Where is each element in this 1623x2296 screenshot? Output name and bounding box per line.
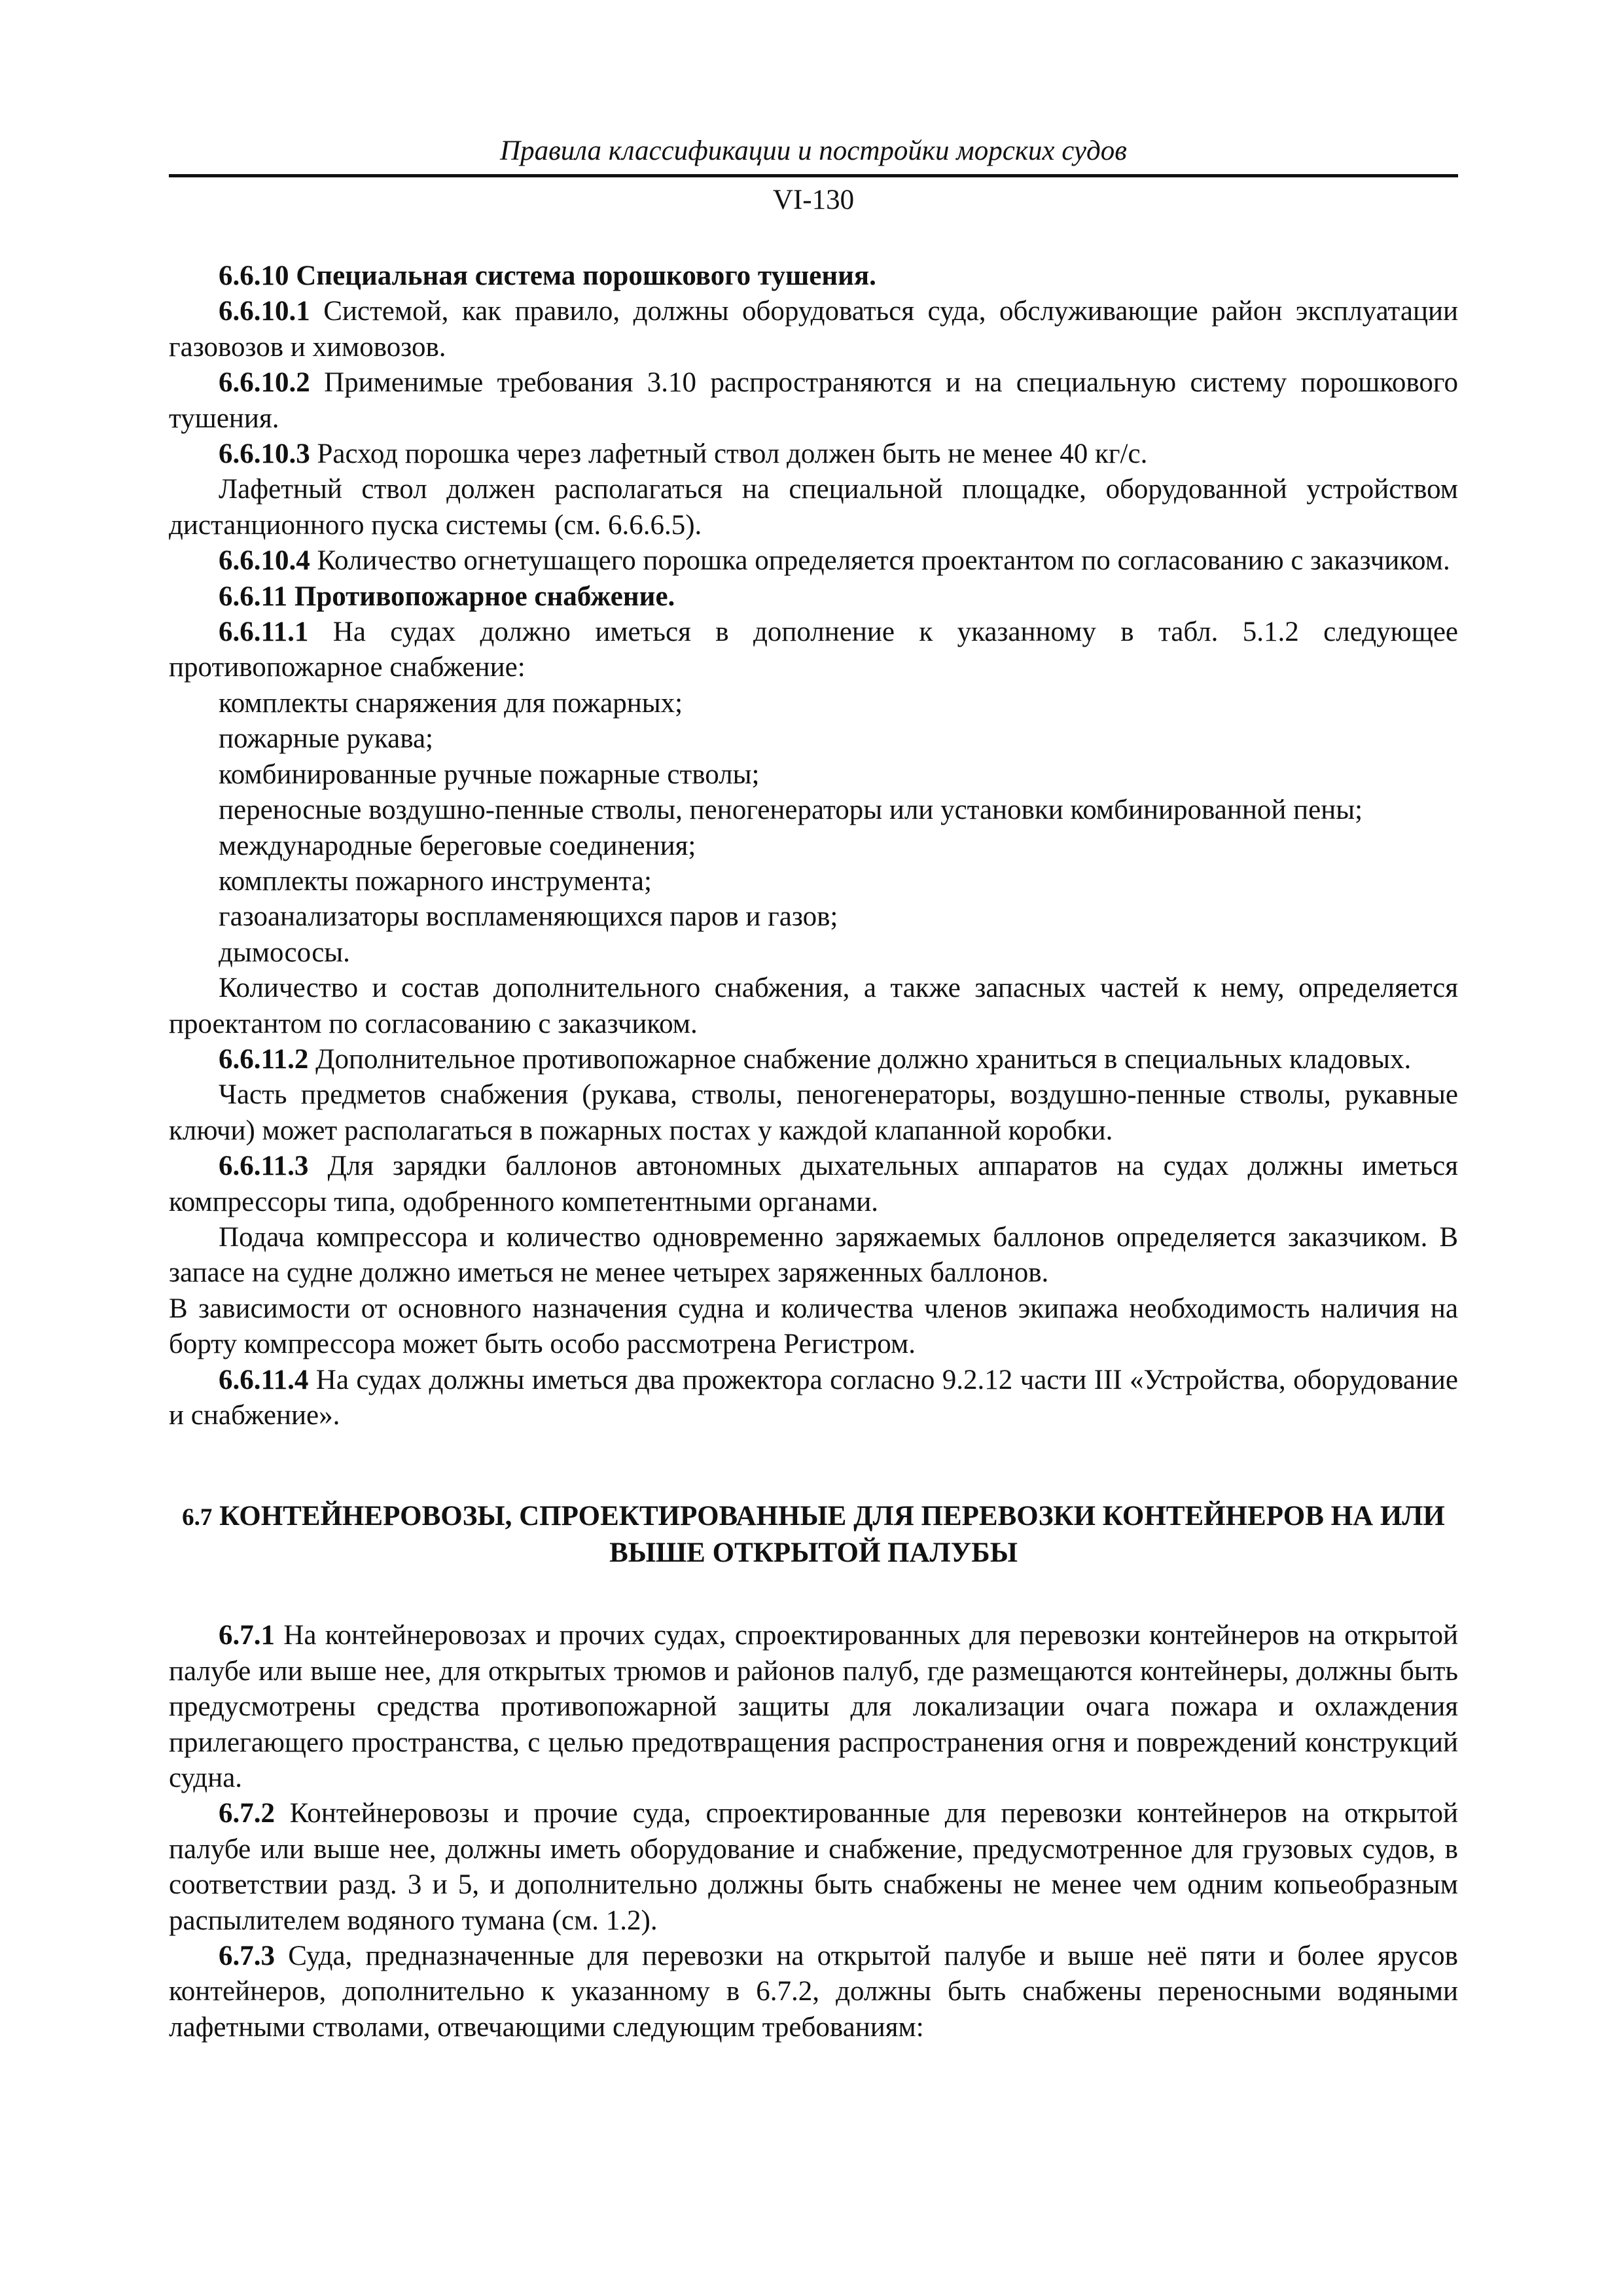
page-number: VI-130 [772, 185, 855, 215]
clause-text: Расход порошка через лафетный ствол должен быть не менее 40 кг/с. [310, 439, 1148, 470]
list-item: комплекты снаряжения для пожарных; [219, 687, 683, 719]
paragraph-6-7-2 [169, 1796, 1458, 1939]
clause-text: Суда, предназначенные для перевозки на открытой палубе и выше неё пяти и более ярусов контейнеров, дополнительно к указанному в 6.7.2, должны быть снабжены переносными водяными лафетными стволами, отвечающими следующим требованиям: [169, 1941, 1458, 2043]
paragraph-6-6-11-2 [169, 1042, 1458, 1077]
paragraph-6-6-10-3-cont: Лафетный ствол должен располагаться на специальной площадке, оборудованной устройством дистанционного пуска системы (см. 6.6.6.5). [169, 474, 1458, 541]
clause-number: 6.6.10.2 [219, 367, 310, 399]
paragraph-6-6-11-3-cont2: В зависимости от основного назначения судна и количества членов экипажа необходимость наличия на борту компрессора может быть особо рассмотрена Регистром. [169, 1293, 1458, 1360]
document-body [169, 259, 1458, 2045]
clause-number: 6.6.11.1 [219, 617, 309, 648]
paragraph-6-7-1 [169, 1618, 1458, 1796]
paragraph-6-6-11-3 [169, 1149, 1458, 1220]
clause-number: 6.7.1 [219, 1620, 275, 1651]
list-item: комбинированные ручные пожарные стволы; [219, 759, 760, 790]
heading-6-6-10: 6.6.10 Специальная система порошкового тушения. [219, 260, 876, 291]
list-item: комплекты пожарного инструмента; [219, 865, 652, 897]
clause-number: 6.7.2 [219, 1798, 275, 1829]
clause-number: 6.7.3 [219, 1941, 275, 1972]
paragraph-6-6-11-2-cont: Часть предметов снабжения (рукава, стволы, пеногенераторы, воздушно-пенные стволы, рукавные ключи) может располагаться в пожарных постах у каждой клапанной коробки. [169, 1079, 1458, 1146]
clause-text: Для зарядки баллонов автономных дыхательных аппаратов на судах должны иметься компрессоры типа, одобренного компетентными органами. [169, 1151, 1458, 1217]
paragraph-6-6-10-4 [169, 543, 1458, 579]
clause-number: 6.6.10.4 [219, 545, 310, 577]
section-number: 6.7 [182, 1504, 213, 1532]
clause-text: Дополнительное противопожарное снабжение должно храниться в специальных кладовых. [308, 1043, 1412, 1075]
section-title: КОНТЕЙНЕРОВОЗЫ, СПРОЕКТИРОВАННЫЕ ДЛЯ ПЕРЕВОЗКИ КОНТЕЙНЕРОВ НА ИЛИ ВЫШЕ ОТКРЫТОЙ ПАЛУБЫ [212, 1501, 1445, 1569]
heading-6-6-11: 6.6.11 Противопожарное снабжение. [219, 581, 675, 612]
clause-text: Контейнеровозы и прочие суда, спроектированные для перевозки контейнеров на открытой палубе или выше нее, должны иметь оборудование и снабжение, предусмотренное для грузовых судов, в соответствии разд. 3 и 5, и дополнительно должны быть снабжены не менее чем одним копьеобразным распылителем водяного тумана (см. 1.2). [169, 1798, 1458, 1936]
paragraph-6-6-11-1-cont: Количество и состав дополнительного снабжения, а также запасных частей к нему, определяется проектантом по согласованию с заказчиком. [169, 973, 1458, 1039]
clause-number: 6.6.10.1 [219, 296, 310, 327]
clause-text: Применимые требования 3.10 распространяются и на специальную систему порошкового тушения. [169, 367, 1458, 434]
list-item: газоанализаторы воспламеняющихся паров и газов; [219, 901, 838, 933]
clause-number: 6.6.10.3 [219, 439, 310, 470]
clause-text: На судах должно иметься в дополнение к указанному в табл. 5.1.2 следующее противопожарное снабжение: [169, 617, 1458, 683]
list-item: переносные воздушно-пенные стволы, пеногенераторы или установки комбинированной пены; [219, 795, 1363, 826]
paragraph-6-7-3 [169, 1939, 1458, 2045]
paragraph-6-6-11-4 [169, 1363, 1458, 1434]
paragraph-6-6-10-3 [169, 437, 1458, 472]
running-title: Правила классификации и постройки морских судов [500, 135, 1127, 166]
clause-number: 6.6.11.3 [219, 1151, 309, 1182]
paragraph-6-6-11-3-cont: Подача компрессора и количество одновременно заряжаемых баллонов определяется заказчиком. В запасе на судне должно иметься не менее четырех заряженных баллонов. [169, 1221, 1458, 1289]
list-item: пожарные рукава; [219, 723, 434, 755]
header-rule [169, 174, 1458, 177]
clause-text: Количество огнетушащего порошка определяется проектантом по согласованию с заказчиком. [310, 545, 1450, 577]
list-item: дымососы. [219, 937, 350, 968]
clause-text: На контейнеровозах и прочих судах, спроектированных для перевозки контейнеров на открытой палубе или выше нее, для открытых трюмов и районов палуб, где размещаются контейнеры, должны быть предусмотрены средства противопожарной защиты для локализации очага пожара и охлаждения прилегающего пространства, с целью предотвращения распространения огня и повреждений конструкций судна. [169, 1620, 1458, 1794]
clause-text: Системой, как правило, должны оборудоваться суда, обслуживающие район эксплуатации газовозов и химовозов. [169, 296, 1458, 363]
section-heading-6-7 [169, 1499, 1458, 1571]
list-item: международные береговые соединения; [219, 830, 696, 861]
clause-number: 6.6.11.2 [219, 1043, 309, 1075]
clause-number: 6.6.11.4 [219, 1364, 309, 1395]
clause-text: На судах должны иметься два прожектора согласно 9.2.12 части III «Устройства, оборудование и снабжение». [169, 1364, 1458, 1431]
paragraph-6-6-11-1 [169, 615, 1458, 686]
paragraph-6-6-10-2 [169, 365, 1458, 437]
paragraph-6-6-10-1 [169, 294, 1458, 365]
